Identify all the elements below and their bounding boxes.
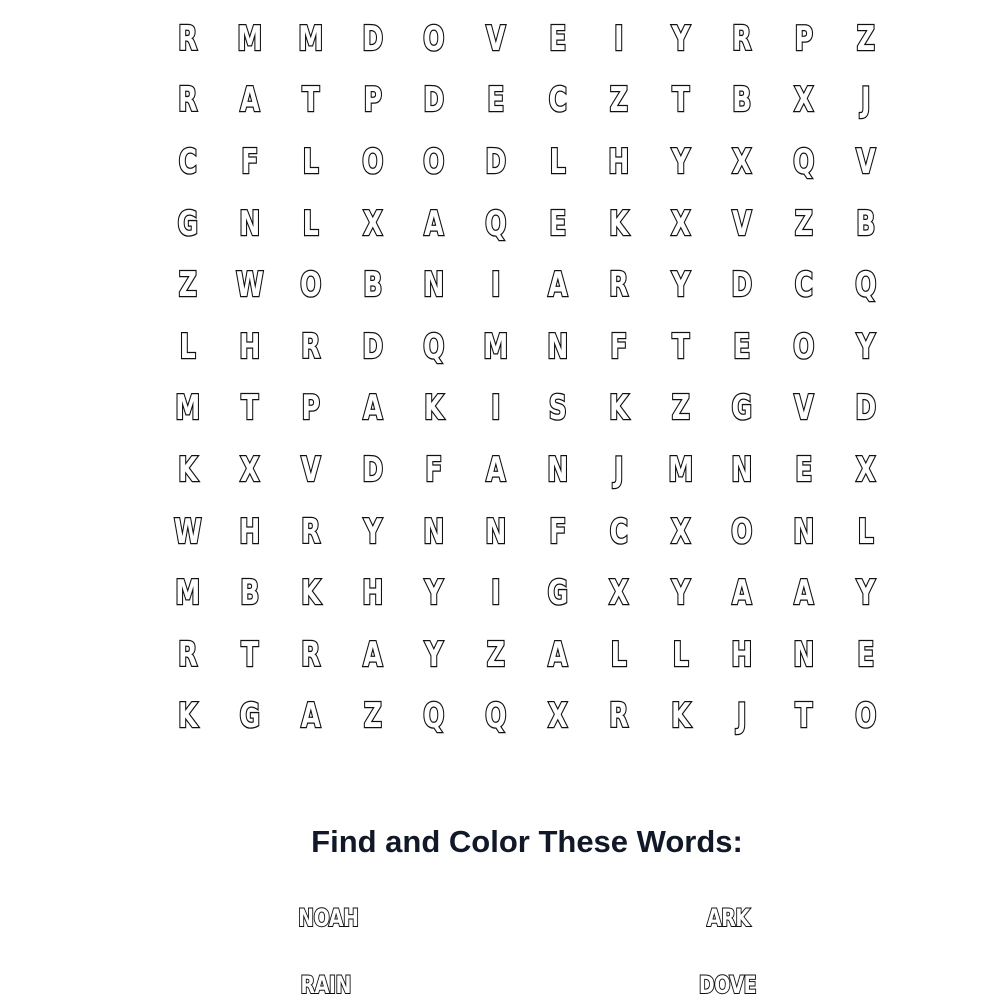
grid-letter[interactable]: F bbox=[610, 326, 628, 367]
grid-letter[interactable]: Y bbox=[856, 326, 875, 367]
grid-letter[interactable]: N bbox=[731, 449, 753, 490]
grid-letter[interactable]: X bbox=[670, 203, 691, 244]
grid-letter[interactable]: E bbox=[548, 18, 566, 59]
grid-letter[interactable]: T bbox=[240, 388, 258, 429]
grid-letter[interactable]: H bbox=[608, 141, 630, 182]
grid-letter[interactable]: D bbox=[854, 388, 876, 429]
grid-letter[interactable]: E bbox=[795, 449, 813, 490]
grid-letter[interactable]: F bbox=[425, 449, 443, 490]
grid-letter[interactable]: I bbox=[614, 18, 624, 59]
grid-letter[interactable]: W bbox=[173, 511, 202, 552]
grid-letter[interactable]: O bbox=[423, 141, 445, 182]
grid-letter[interactable]: M bbox=[236, 18, 262, 59]
grid-letter[interactable]: F bbox=[548, 511, 566, 552]
grid-letter[interactable]: E bbox=[856, 634, 874, 675]
grid-letter[interactable]: R bbox=[301, 511, 321, 552]
grid-letter[interactable]: R bbox=[732, 18, 752, 59]
grid-letter[interactable]: Y bbox=[671, 18, 690, 59]
grid-letter[interactable]: R bbox=[609, 265, 629, 306]
grid-letter[interactable]: C bbox=[794, 265, 813, 306]
grid-letter[interactable]: R bbox=[301, 634, 321, 675]
grid-letter[interactable]: N bbox=[546, 326, 568, 367]
grid-letter[interactable]: D bbox=[362, 326, 383, 367]
grid-letter[interactable]: C bbox=[609, 511, 629, 552]
grid-letter[interactable]: I bbox=[491, 573, 501, 614]
grid-letter[interactable]: H bbox=[362, 573, 384, 614]
grid-letter[interactable]: O bbox=[854, 696, 876, 737]
grid-letter[interactable]: G bbox=[731, 388, 753, 429]
grid-letter[interactable]: A bbox=[486, 449, 506, 490]
grid-letter[interactable]: X bbox=[670, 511, 691, 552]
grid-letter[interactable]: O bbox=[423, 18, 445, 59]
grid-letter[interactable]: T bbox=[302, 80, 320, 121]
word-list-item: NOAH bbox=[298, 904, 359, 932]
grid-letter[interactable]: R bbox=[178, 634, 198, 675]
grid-letter[interactable]: H bbox=[238, 511, 260, 552]
grid-letter[interactable]: K bbox=[301, 573, 321, 614]
grid-letter[interactable]: T bbox=[671, 80, 690, 121]
grid-letter[interactable]: O bbox=[793, 326, 815, 367]
grid-letter[interactable]: V bbox=[301, 449, 321, 490]
grid-letter[interactable]: X bbox=[794, 80, 814, 121]
grid-letter[interactable]: M bbox=[483, 326, 509, 367]
grid-letter[interactable]: Z bbox=[178, 265, 197, 306]
grid-letter[interactable]: K bbox=[609, 203, 629, 244]
grid-letter[interactable]: H bbox=[731, 634, 753, 675]
grid-letter[interactable]: T bbox=[795, 696, 813, 737]
grid-letter[interactable]: M bbox=[668, 449, 694, 490]
grid-letter[interactable]: X bbox=[547, 696, 568, 737]
grid-letter[interactable]: K bbox=[424, 388, 444, 429]
grid-letter[interactable]: N bbox=[485, 511, 507, 552]
grid-letter[interactable]: Q bbox=[793, 141, 815, 182]
grid-letter[interactable]: O bbox=[361, 141, 384, 182]
grid-letter[interactable]: K bbox=[178, 449, 198, 490]
grid-letter[interactable]: M bbox=[298, 18, 324, 59]
grid-letter[interactable]: N bbox=[546, 449, 568, 490]
grid-letter[interactable]: L bbox=[179, 326, 196, 367]
grid-letter[interactable]: Z bbox=[794, 203, 813, 244]
grid-letter[interactable]: G bbox=[239, 696, 260, 737]
grid-letter[interactable]: D bbox=[731, 265, 753, 306]
grid-letter[interactable]: V bbox=[486, 18, 506, 59]
grid-letter[interactable]: B bbox=[363, 265, 383, 306]
grid-letter[interactable]: L bbox=[302, 141, 319, 182]
grid-letter[interactable]: G bbox=[177, 203, 199, 244]
grid-letter[interactable]: N bbox=[793, 634, 815, 675]
grid-letter[interactable]: Q bbox=[485, 203, 507, 244]
grid-letter[interactable]: L bbox=[549, 141, 566, 182]
grid-letter[interactable]: F bbox=[240, 141, 258, 182]
grid-letter[interactable]: A bbox=[547, 634, 568, 675]
word-list-title: Find and Color These Words: bbox=[311, 824, 743, 859]
grid-letter[interactable]: Q bbox=[423, 696, 445, 737]
grid-letter[interactable]: E bbox=[548, 203, 566, 244]
grid-letter[interactable]: Q bbox=[485, 696, 507, 737]
grid-letter[interactable]: Y bbox=[671, 573, 690, 614]
grid-letter[interactable]: X bbox=[855, 449, 876, 490]
grid-letter[interactable]: Z bbox=[363, 696, 382, 737]
grid-letter[interactable]: W bbox=[235, 265, 264, 306]
grid-letter[interactable]: Z bbox=[671, 388, 690, 429]
grid-letter[interactable]: K bbox=[609, 388, 629, 429]
grid-letter[interactable]: Q bbox=[854, 265, 876, 306]
grid-letter[interactable]: Y bbox=[856, 573, 875, 614]
grid-letter[interactable]: J bbox=[737, 696, 747, 737]
grid-letter[interactable]: P bbox=[363, 80, 382, 121]
grid-letter[interactable]: A bbox=[547, 265, 568, 306]
grid-letter[interactable]: E bbox=[733, 326, 751, 367]
grid-letter[interactable]: Y bbox=[671, 141, 690, 182]
grid-letter[interactable]: S bbox=[548, 388, 567, 429]
grid-letter[interactable]: L bbox=[857, 511, 874, 552]
grid-letter[interactable]: X bbox=[362, 203, 383, 244]
grid-letter[interactable]: X bbox=[732, 141, 752, 182]
grid-letter[interactable]: R bbox=[178, 80, 198, 121]
grid-letter[interactable]: L bbox=[610, 634, 627, 675]
grid-letter[interactable]: Q bbox=[423, 326, 445, 367]
grid-letter[interactable]: Z bbox=[486, 634, 505, 675]
grid-letter[interactable]: X bbox=[609, 573, 629, 614]
grid-letter[interactable]: C bbox=[548, 80, 567, 121]
grid-letter[interactable]: N bbox=[423, 511, 445, 552]
word-list-item: ARK bbox=[706, 904, 750, 932]
grid-letter[interactable]: P bbox=[794, 18, 813, 59]
grid-letter[interactable]: Z bbox=[856, 18, 875, 59]
grid-letter[interactable]: J bbox=[614, 449, 624, 490]
grid-letter[interactable]: A bbox=[732, 573, 752, 614]
grid-letter[interactable]: Y bbox=[425, 573, 444, 614]
grid-letter[interactable]: V bbox=[855, 141, 876, 182]
grid-letter[interactable]: P bbox=[301, 388, 321, 429]
grid-letter[interactable]: D bbox=[362, 449, 383, 490]
grid-letter[interactable]: V bbox=[732, 203, 752, 244]
grid-letter[interactable]: O bbox=[300, 265, 322, 306]
grid-letter[interactable]: C bbox=[178, 141, 197, 182]
grid-letter[interactable]: R bbox=[178, 18, 198, 59]
grid-letter[interactable]: A bbox=[239, 80, 260, 121]
word-list-item: DOVE bbox=[698, 971, 757, 999]
grid-letter[interactable]: L bbox=[672, 634, 689, 675]
grid-letter[interactable]: M bbox=[175, 388, 201, 429]
grid-letter[interactable]: A bbox=[301, 696, 321, 737]
grid-letter[interactable]: N bbox=[238, 203, 260, 244]
grid-letter[interactable]: R bbox=[609, 696, 629, 737]
grid-letter[interactable]: B bbox=[855, 203, 875, 244]
grid-letter[interactable]: V bbox=[794, 388, 814, 429]
grid-letter[interactable]: M bbox=[175, 573, 201, 614]
grid-letter[interactable]: I bbox=[491, 388, 501, 429]
grid-letter[interactable]: D bbox=[485, 141, 507, 182]
grid-letter[interactable]: I bbox=[491, 265, 501, 306]
grid-letter[interactable]: A bbox=[362, 388, 383, 429]
grid-letter[interactable]: Y bbox=[363, 511, 382, 552]
word-search-grid bbox=[157, 8, 897, 748]
grid-letter[interactable]: N bbox=[423, 265, 445, 306]
grid-letter[interactable]: Y bbox=[425, 634, 444, 675]
grid-letter[interactable]: A bbox=[424, 203, 444, 244]
grid-letter[interactable]: R bbox=[301, 326, 321, 367]
grid-letter[interactable]: Y bbox=[671, 265, 690, 306]
grid-letter[interactable]: A bbox=[794, 573, 814, 614]
grid-letter[interactable]: T bbox=[240, 634, 258, 675]
grid-letter[interactable]: B bbox=[239, 573, 259, 614]
grid-letter[interactable]: L bbox=[302, 203, 319, 244]
word-list-item: RAIN bbox=[300, 971, 351, 999]
grid-letter[interactable]: K bbox=[178, 696, 198, 737]
grid-letter[interactable]: O bbox=[731, 511, 753, 552]
grid-letter[interactable]: N bbox=[793, 511, 815, 552]
grid-letter[interactable]: G bbox=[547, 573, 568, 614]
grid-letter[interactable]: J bbox=[860, 80, 870, 121]
grid-letter[interactable]: E bbox=[487, 80, 505, 121]
grid-letter[interactable]: H bbox=[238, 326, 260, 367]
grid-letter[interactable]: T bbox=[671, 326, 690, 367]
grid-letter[interactable]: K bbox=[670, 696, 691, 737]
grid-letter[interactable]: Z bbox=[609, 80, 629, 121]
grid-letter[interactable]: X bbox=[239, 449, 260, 490]
grid-letter[interactable]: D bbox=[362, 18, 383, 59]
grid-letter[interactable]: B bbox=[732, 80, 752, 121]
grid-letter[interactable]: D bbox=[423, 80, 445, 121]
grid-letter[interactable]: A bbox=[362, 634, 383, 675]
